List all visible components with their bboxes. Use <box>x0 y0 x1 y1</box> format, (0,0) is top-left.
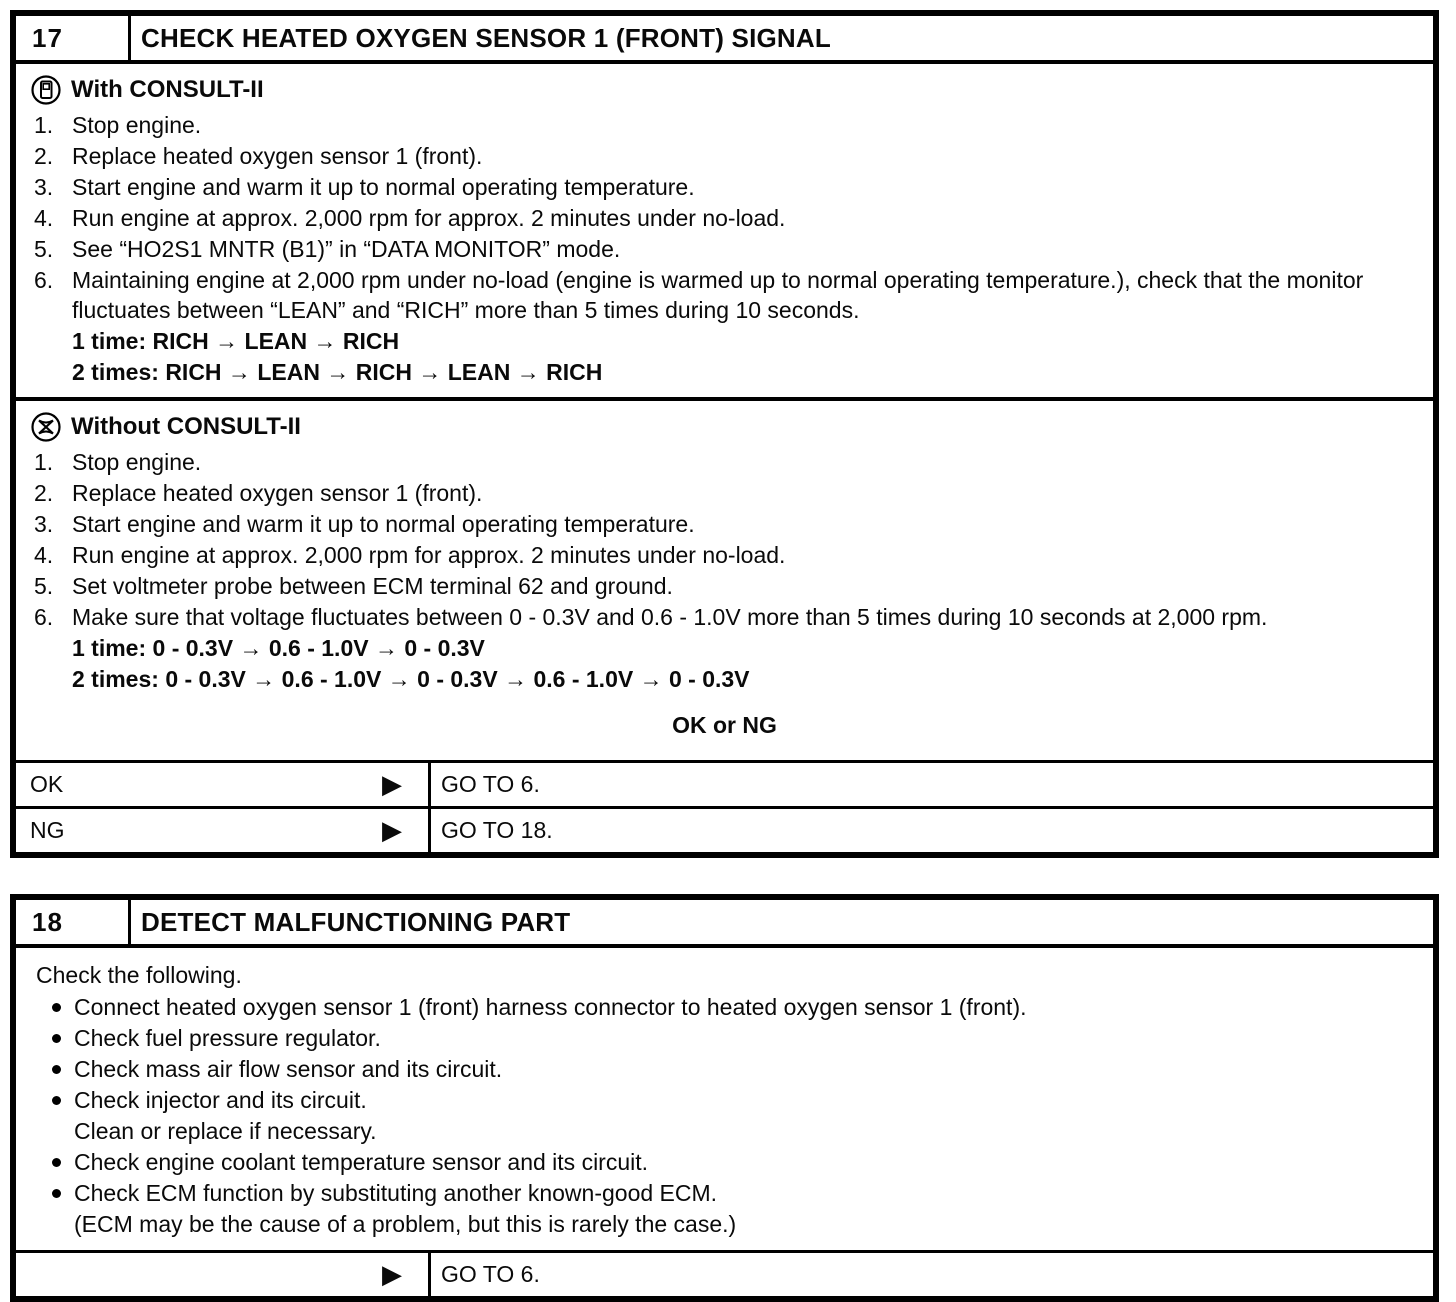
step-17-table <box>10 10 1439 858</box>
check-item-continuation <box>30 1209 1419 1239</box>
bullet-icon <box>52 1158 61 1167</box>
intro-text: Check the following. <box>36 962 242 988</box>
bullet-icon <box>52 1034 61 1043</box>
step-number: 17 <box>16 16 131 60</box>
check-item <box>30 1178 1419 1208</box>
result-arrow-icon: ▶ <box>382 815 402 846</box>
result-condition: OK <box>30 771 64 797</box>
result-condition-cell <box>16 1253 431 1296</box>
step-title: DETECT MALFUNCTIONING PART <box>141 906 571 937</box>
step-title: CHECK HEATED OXYGEN SENSOR 1 (FRONT) SIGNAL <box>141 22 831 53</box>
consult-tester-icon <box>30 74 62 106</box>
check-item-text: Check mass air flow sensor and its circuit. <box>74 1056 503 1082</box>
bullet-icon <box>52 1003 61 1012</box>
with-consult-heading-label: With CONSULT-II <box>71 76 264 103</box>
step-item: Start engine and warm it up to normal operating temperature. <box>72 511 695 537</box>
without-consult-heading-label: Without CONSULT-II <box>71 413 301 440</box>
sequence-line: 1 time: RICH → LEAN → RICH <box>72 328 400 354</box>
step-item: Maintaining engine at 2,000 rpm under no-load (engine is warmed up to normal operating temperature.), check that the monitor fluctuates between “LEAN” and “RICH” more than 5 times during 10 seconds. <box>72 267 1364 323</box>
result-condition: NG <box>30 817 65 843</box>
check-item-text: Check ECM function by substituting another known-good ECM. <box>74 1180 718 1206</box>
decision-label: OK or NG <box>672 712 777 738</box>
check-item-text: Connect heated oxygen sensor 1 (front) harness connector to heated oxygen sensor 1 (front). <box>74 994 1027 1020</box>
result-arrow-icon: ▶ <box>382 769 402 800</box>
step-number: 18 <box>16 900 131 944</box>
step-item: Make sure that voltage fluctuates between 0 - 0.3V and 0.6 - 1.0V more than 5 times during 10 seconds at 2,000 rpm. <box>72 604 1268 630</box>
result-condition-cell <box>16 763 431 806</box>
check-item-text: Check injector and its circuit. <box>74 1087 367 1113</box>
bullet-icon <box>52 1096 61 1105</box>
step-item: Start engine and warm it up to normal operating temperature. <box>72 174 695 200</box>
step-item: Stop engine. <box>72 449 202 475</box>
step-item: Replace heated oxygen sensor 1 (front). <box>72 480 483 506</box>
step-item: Run engine at approx. 2,000 rpm for approx. 2 minutes under no-load. <box>72 542 786 568</box>
sequence-line: 1 time: 0 - 0.3V → 0.6 - 1.0V → 0 - 0.3V <box>72 635 485 661</box>
check-item-text: Clean or replace if necessary. <box>74 1118 377 1144</box>
result-row-ng <box>16 806 1433 852</box>
result-condition-cell <box>16 809 431 852</box>
check-item-text: Check fuel pressure regulator. <box>74 1025 381 1051</box>
without-consult-section <box>16 397 1433 760</box>
without-consult-heading <box>30 411 1419 443</box>
check-item-continuation <box>30 1116 1419 1146</box>
check-item <box>30 1147 1419 1177</box>
without-consult-steps <box>30 447 1419 632</box>
bullet-icon <box>52 1065 61 1074</box>
check-item <box>30 992 1419 1022</box>
check-item <box>30 1023 1419 1053</box>
with-consult-steps <box>30 110 1419 325</box>
result-action: GO TO 6. <box>441 1261 540 1287</box>
step-item: See “HO2S1 MNTR (B1)” in “DATA MONITOR” mode. <box>72 236 621 262</box>
step-item: Set voltmeter probe between ECM terminal 62 and ground. <box>72 573 673 599</box>
step-item: Run engine at approx. 2,000 rpm for approx. 2 minutes under no-load. <box>72 205 786 231</box>
sequence-line: 2 times: RICH → LEAN → RICH → LEAN → RICH <box>72 359 603 385</box>
step-18-table <box>10 894 1439 1302</box>
bullet-icon <box>52 1189 61 1198</box>
result-action: GO TO 6. <box>441 771 540 797</box>
check-item-text: Check engine coolant temperature sensor and its circuit. <box>74 1149 649 1175</box>
result-row-ok <box>16 760 1433 806</box>
step-item: Stop engine. <box>72 112 202 138</box>
detect-malfunction-section <box>16 948 1433 1250</box>
with-consult-section <box>16 64 1433 397</box>
step-18-header <box>16 900 1433 948</box>
result-action: GO TO 18. <box>441 817 553 843</box>
no-consult-tester-icon <box>30 411 62 443</box>
check-item <box>30 1085 1419 1115</box>
with-consult-heading <box>30 74 1419 106</box>
check-list <box>30 992 1419 1239</box>
step-item: Replace heated oxygen sensor 1 (front). <box>72 143 483 169</box>
result-row <box>16 1250 1433 1296</box>
check-item <box>30 1054 1419 1084</box>
check-item-text: (ECM may be the cause of a problem, but this is rarely the case.) <box>74 1211 737 1237</box>
sequence-line: 2 times: 0 - 0.3V → 0.6 - 1.0V → 0 - 0.3V → 0.6 - 1.0V → 0 - 0.3V <box>72 666 750 692</box>
step-17-header <box>16 16 1433 64</box>
result-arrow-icon: ▶ <box>382 1259 402 1290</box>
